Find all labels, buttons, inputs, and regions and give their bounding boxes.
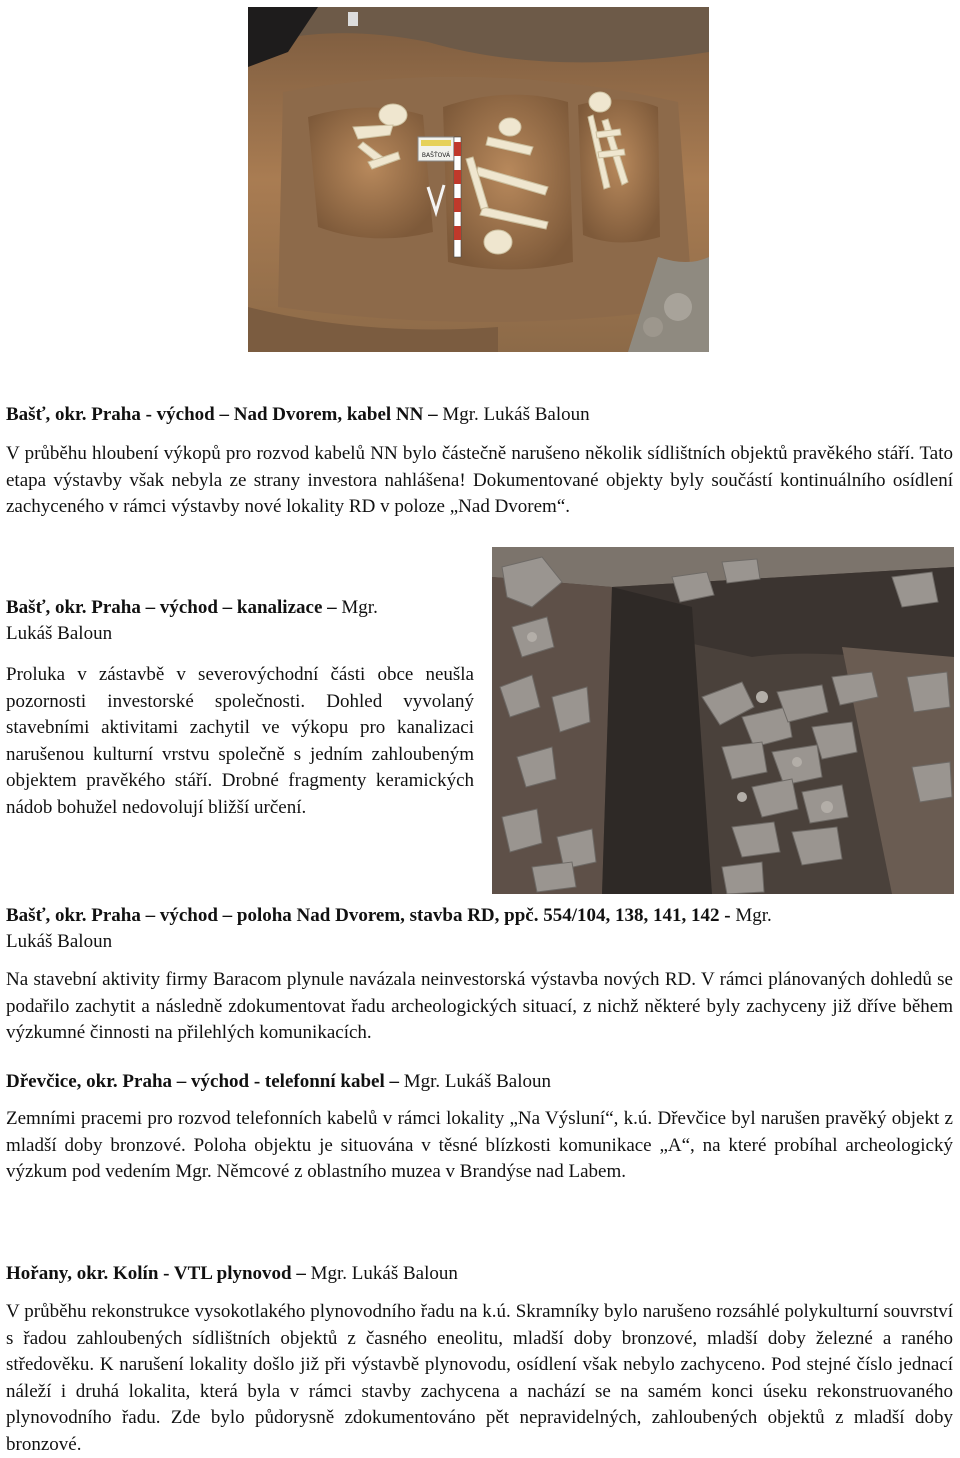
section-3-heading-author-cont: Lukáš Baloun: [6, 931, 113, 952]
section-4-heading-author: Mgr. Lukáš Baloun: [398, 1071, 551, 1092]
section-3-heading: [6, 903, 951, 955]
section-1-heading-title: Bašť, okr. Praha - východ – Nad Dvorem, kabel NN –: [6, 404, 438, 425]
section-4-heading: [6, 1069, 946, 1095]
section-2-heading: [6, 595, 476, 647]
section-4-heading-title: Dřevčice, okr. Praha – východ - telefonní kabel –: [6, 1071, 399, 1092]
section-1-heading: [6, 402, 946, 428]
section-3-body: Na stavební aktivity firmy Baracom plynule navázala neinvestorská výstavba nových RD. V rámci plánovaných dohledů se podařilo zachytit a následně zdokumentovat řadu archeologických situací, z nichž některé byly zachyceny již dříve během výzkumné činnosti na přilehlých komunikacích.: [6, 969, 953, 1043]
section-5-heading-author: Mgr. Lukáš Baloun: [305, 1263, 458, 1284]
section-2-heading-author: Mgr.: [336, 597, 378, 618]
section-1-body: V průběhu hloubení výkopů pro rozvod kabelů NN bylo částečně narušeno několik sídlištních objektů pravěkého stáří. Tato etapa výstavby však nebyla ze strany investora nahlášena! Dokumentované objekty byly součástí kontinuálního osídlení zachyceného v rámci výstavby nové lokality RD v poloze „Nad Dvorem“.: [6, 443, 953, 517]
section-3-heading-title: Bašť, okr. Praha – východ – poloha Nad Dvorem, stavba RD, ppč. 554/104, 138, 141, 142 -: [6, 905, 731, 926]
section-2-heading-title: Bašť, okr. Praha – východ – kanalizace –: [6, 597, 337, 618]
burial-excavation-photo: [248, 7, 709, 352]
section-4-body: Zemními pracemi pro rozvod telefonních kabelů v rámci lokality „Na Výsluní“, k.ú. Dřevčice byl narušen pravěký objekt z mladší doby bronzové. Poloha objektu je situována v těsné blízkosti komunikace „A“, na které probíhal archeologický výzkum pod vedením Mgr. Němcové z oblastního muzea v Brandýse nad Labem.: [6, 1108, 953, 1182]
section-2-body: Proluka v zástavbě v severovýchodní části obce neušla pozornosti investorské společnosti. Dohled vyvolaný stavebními aktivitami zachytil ve výkopu pro kanalizaci narušenou kulturní vrstvu společně s jedním zahloubeným objektem pravěkého stáří. Drobné fragmenty keramických nádob bohužel nedovolují bližší určení.: [6, 664, 474, 818]
trench-photo: [492, 547, 954, 894]
scale-board-label: BAŠŤOVÁ: [421, 152, 451, 159]
section-2-heading-author-cont: Lukáš Baloun: [6, 623, 113, 644]
section-3-heading-author: Mgr.: [730, 905, 772, 926]
section-5-heading-title: Hořany, okr. Kolín - VTL plynovod –: [6, 1263, 306, 1284]
section-5-heading: [6, 1261, 946, 1287]
section-1-heading-author: Mgr. Lukáš Baloun: [437, 404, 590, 425]
section-5-body: V průběhu rekonstrukce vysokotlakého plynovodního řadu na k.ú. Skramníky bylo narušeno rozsáhlé polykulturní souvrství s řadou zahloubených sídlištních objektů z časného eneolitu, mladší doby bronzové, mladší doby železné a raného středověku. K narušení lokality došlo již při výstavbě plynovodu, osídlení však nebylo zachyceno. Pod stejné číslo jednací náleží i druhá lokalita, která byla v rámci stavby zachycena a nachází se na samém konci úseku rekonstruovaného plynovodního řadu. Zde bylo půdorysně zdokumentováno pět nepravidelných, zahloubených objektů z mladší doby bronzové.: [6, 1301, 953, 1455]
